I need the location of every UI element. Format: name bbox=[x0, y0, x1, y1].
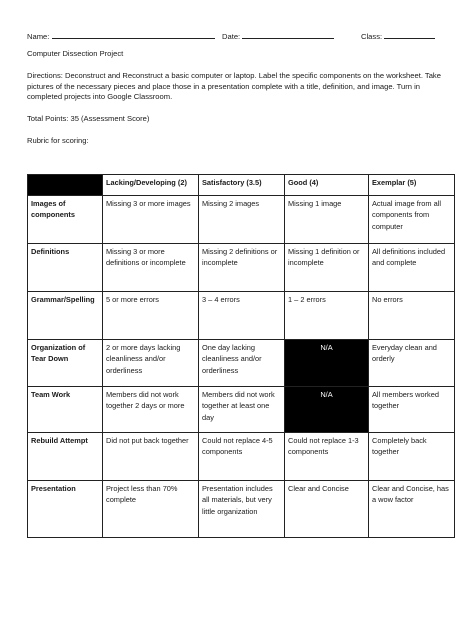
date-field bbox=[222, 30, 334, 42]
rubric-row-images bbox=[28, 196, 455, 244]
score-cell: Could not replace 4-5 components bbox=[199, 433, 285, 481]
total-points: Total Points: 35 (Assessment Score) bbox=[27, 114, 150, 123]
score-cell: Missing 1 image bbox=[285, 196, 369, 244]
score-cell: All members worked together bbox=[369, 387, 455, 433]
na-cell: N/A bbox=[285, 340, 369, 387]
score-cell: All definitions included and complete bbox=[369, 244, 455, 292]
score-cell: No errors bbox=[369, 292, 455, 340]
rubric-row-teamwork bbox=[28, 387, 455, 433]
score-cell: Members did not work together 2 days or more bbox=[103, 387, 199, 433]
rubric-table bbox=[27, 174, 455, 538]
name-field bbox=[27, 30, 215, 42]
date-label: Date: bbox=[222, 32, 241, 41]
header-good: Good (4) bbox=[285, 175, 369, 196]
score-cell: Did not put back together bbox=[103, 433, 199, 481]
header-lacking: Lacking/Developing (2) bbox=[103, 175, 199, 196]
date-blank bbox=[242, 30, 334, 39]
class-blank bbox=[384, 30, 435, 39]
criterion-cell: Presentation bbox=[28, 481, 103, 538]
score-cell: One day lacking cleanliness and/or orderliness bbox=[199, 340, 285, 387]
score-cell: Missing 2 definitions or incomplete bbox=[199, 244, 285, 292]
name-blank bbox=[52, 30, 215, 39]
rubric-row-grammar bbox=[28, 292, 455, 340]
header-corner-cell bbox=[28, 175, 103, 196]
rubric-row-presentation bbox=[28, 481, 455, 538]
score-cell: Clear and Concise, has a wow factor bbox=[369, 481, 455, 538]
header-satisfactory: Satisfactory (3.5) bbox=[199, 175, 285, 196]
rubric-row-definitions bbox=[28, 244, 455, 292]
directions-text: Directions: Deconstruct and Reconstruct a basic computer or laptop. Label the specific components on the worksheet. Take pictures of the necessary pieces and place those in a presentation complete with a title, definition, and image. Turn in completed projects into Google Classroom. bbox=[27, 71, 441, 102]
criterion-cell: Organization of Tear Down bbox=[28, 340, 103, 387]
header-exemplar: Exemplar (5) bbox=[369, 175, 455, 196]
score-cell: Missing 2 images bbox=[199, 196, 285, 244]
score-cell: Presentation includes all materials, but very little organization bbox=[199, 481, 285, 538]
score-cell: 5 or more errors bbox=[103, 292, 199, 340]
score-cell: Completely back together bbox=[369, 433, 455, 481]
criterion-cell: Rebuild Attempt bbox=[28, 433, 103, 481]
document-title: Computer Dissection Project bbox=[27, 49, 124, 58]
criterion-cell: Images of components bbox=[28, 196, 103, 244]
score-cell: Missing 3 or more images bbox=[103, 196, 199, 244]
rubric-row-rebuild bbox=[28, 433, 455, 481]
score-cell: 3 – 4 errors bbox=[199, 292, 285, 340]
score-cell: 2 or more days lacking cleanliness and/or orderliness bbox=[103, 340, 199, 387]
criterion-cell: Definitions bbox=[28, 244, 103, 292]
score-cell: Everyday clean and orderly bbox=[369, 340, 455, 387]
score-cell: Missing 3 or more definitions or incomplete bbox=[103, 244, 199, 292]
score-cell: Clear and Concise bbox=[285, 481, 369, 538]
criterion-cell: Team Work bbox=[28, 387, 103, 433]
rubric-row-organization bbox=[28, 340, 455, 387]
na-cell: N/A bbox=[285, 387, 369, 433]
score-cell: 1 – 2 errors bbox=[285, 292, 369, 340]
class-label: Class: bbox=[361, 32, 383, 41]
rubric-label: Rubric for scoring: bbox=[27, 136, 89, 145]
score-cell: Could not replace 1-3 components bbox=[285, 433, 369, 481]
score-cell: Members did not work together at least one day bbox=[199, 387, 285, 433]
score-cell: Actual image from all components from computer bbox=[369, 196, 455, 244]
score-cell: Project less than 70% complete bbox=[103, 481, 199, 538]
rubric-header-row bbox=[28, 175, 455, 196]
criterion-cell: Grammar/Spelling bbox=[28, 292, 103, 340]
score-cell: Missing 1 definition or incomplete bbox=[285, 244, 369, 292]
name-label: Name: bbox=[27, 32, 50, 41]
class-field bbox=[361, 30, 435, 42]
